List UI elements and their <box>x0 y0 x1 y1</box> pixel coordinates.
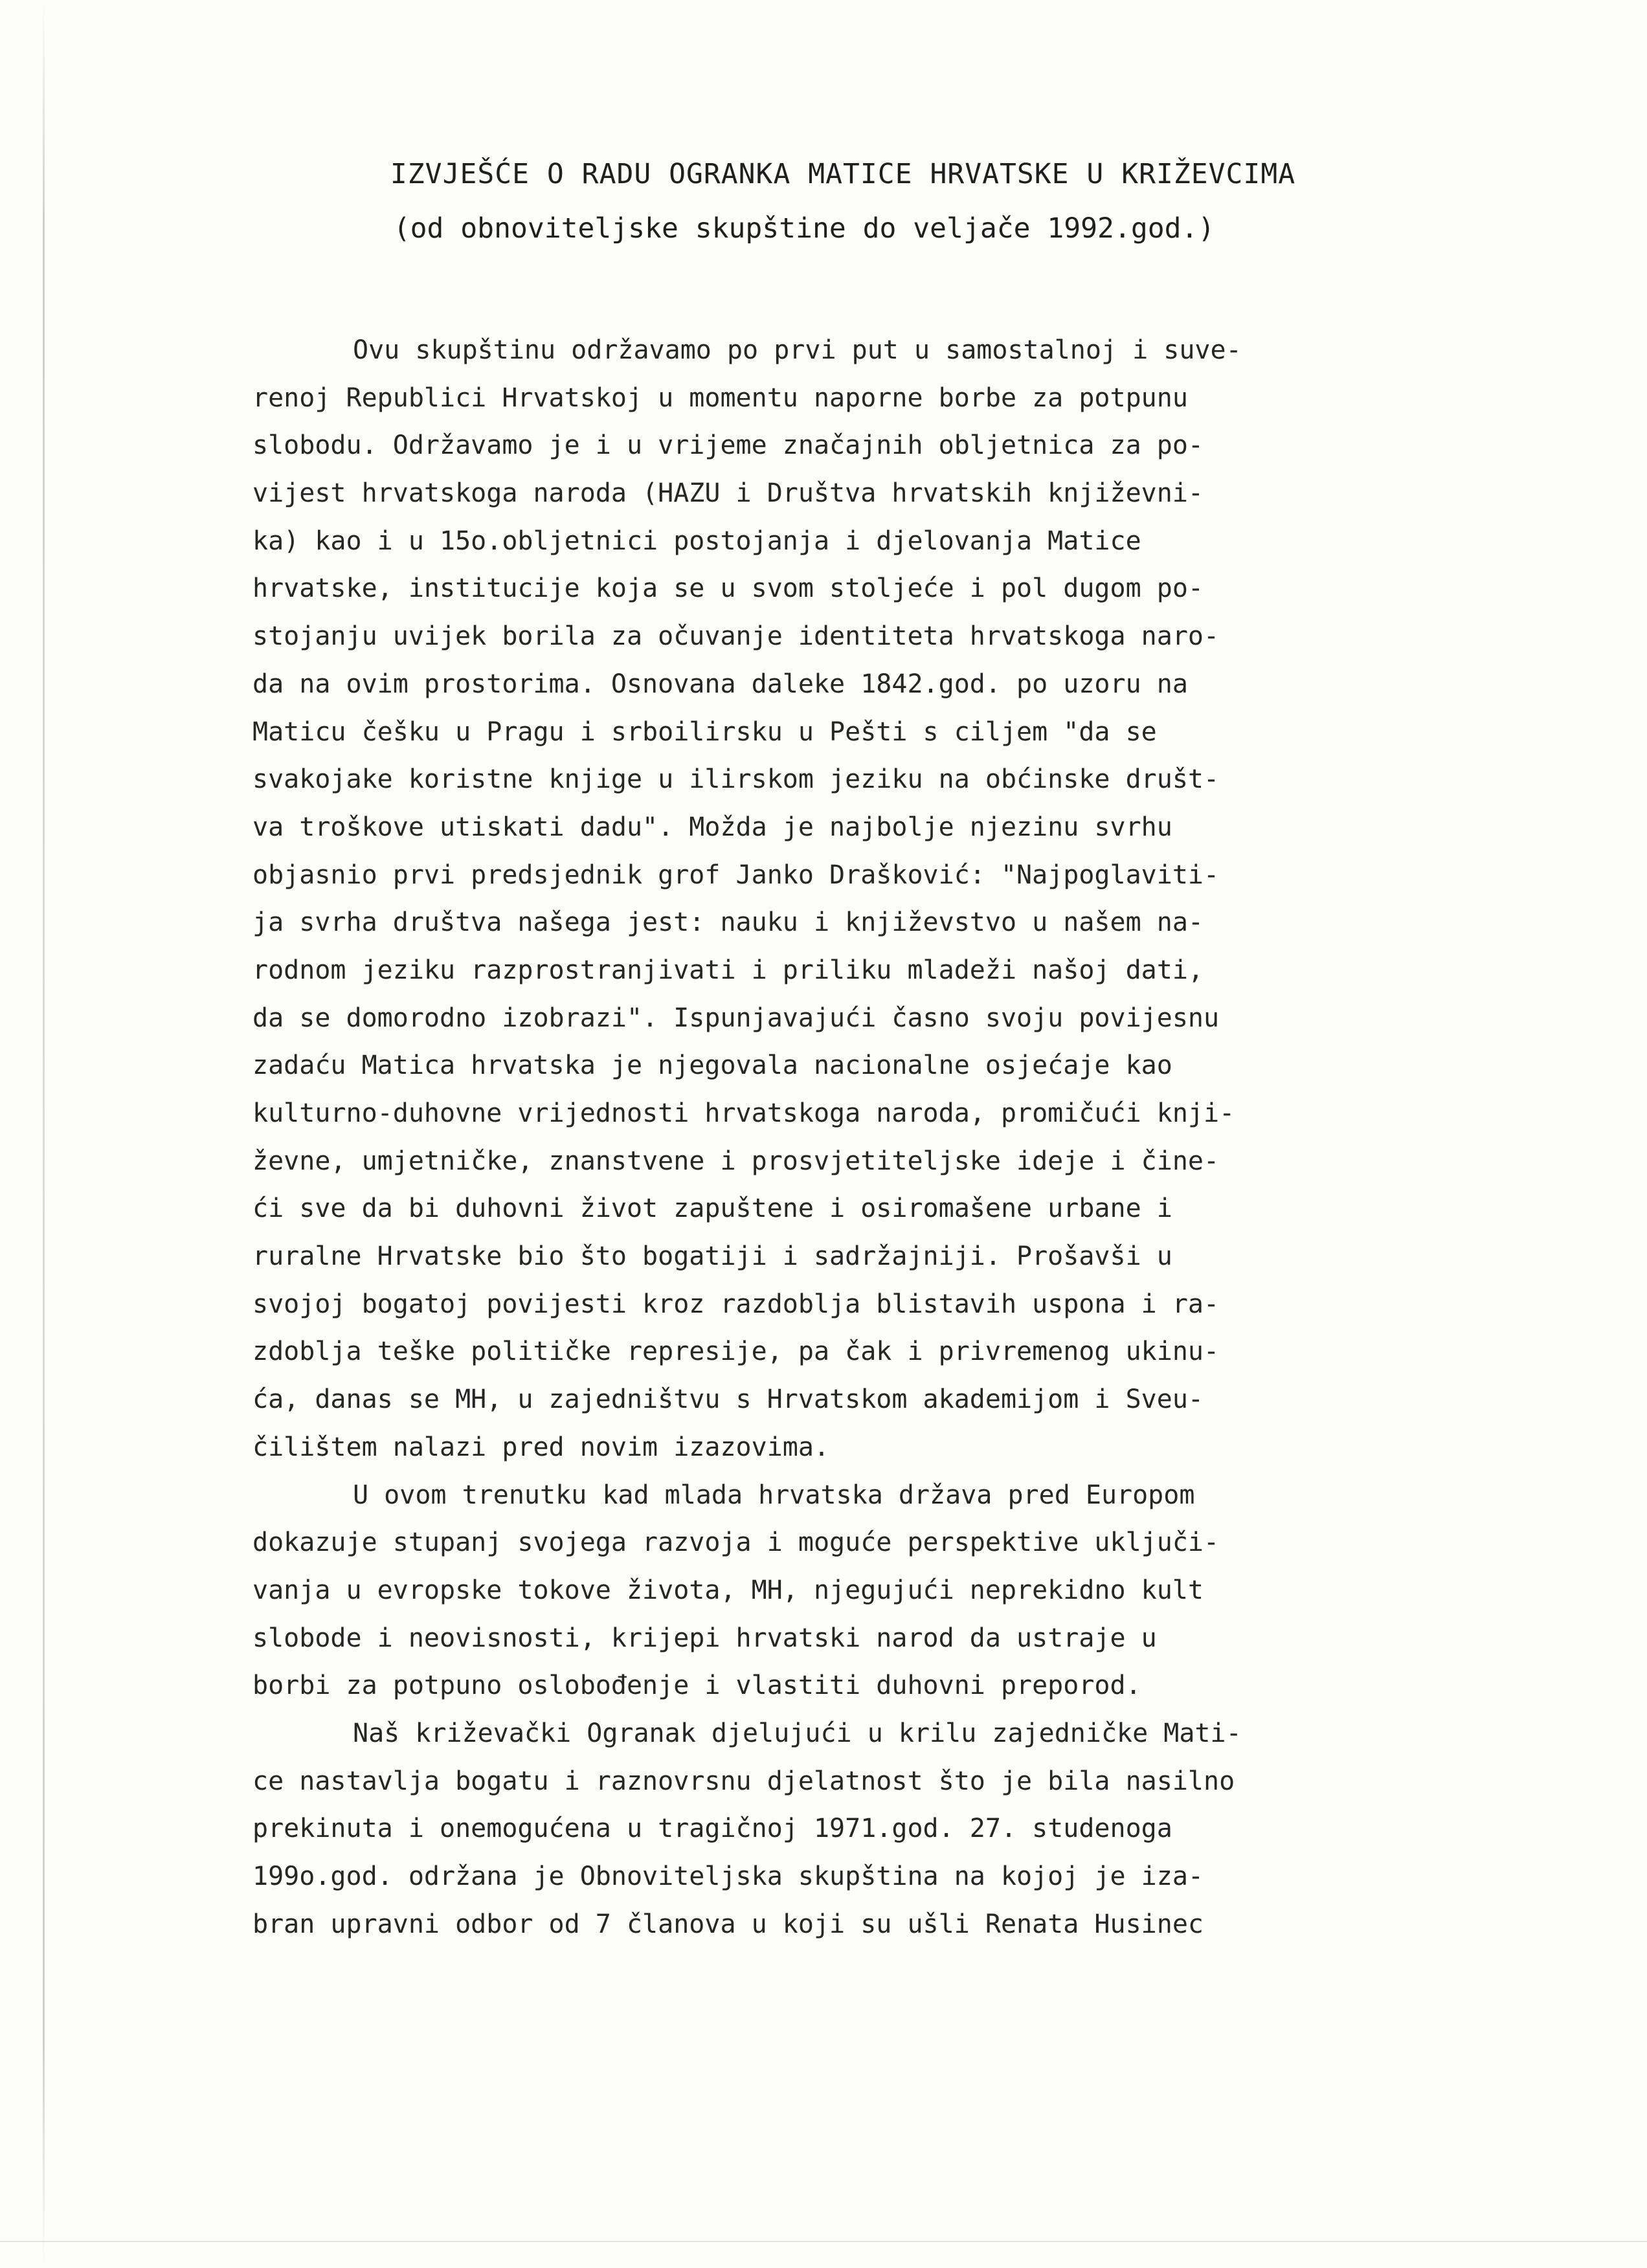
text-line: va troškove utiskati dadu". Možda je najbolje njezinu svrhu <box>252 812 1172 842</box>
text-line: rodnom jeziku razprostranjivati i priliku mladeži našoj dati, <box>252 955 1204 985</box>
document-body <box>252 327 1515 1948</box>
text-line: ći sve da bi duhovni život zapuštene i osiromašene urbane i <box>252 1194 1172 1224</box>
text-line: kulturno-duhovne vrijednosti hrvatskoga naroda, promičući knji- <box>252 1098 1235 1128</box>
text-line: prekinuta i onemogućena u tragičnoj 1971.god. 27. studenoga <box>252 1814 1172 1844</box>
text-line: dokazuje stupanj svojega razvoja i moguće perspektive uključi- <box>252 1528 1220 1558</box>
text-line: ja svrha društva našega jest: nauku i književstvo u našem na- <box>252 907 1204 938</box>
text-line: U ovom trenutku kad mlada hrvatska država pred Europom <box>353 1480 1195 1510</box>
text-line: svakojake koristne knjige u ilirskom jeziku na obćinske društ- <box>252 764 1220 795</box>
text-line: borbi za potpuno oslobođenje i vlastiti duhovni preporod. <box>252 1671 1141 1701</box>
text-line: zadaću Matica hrvatska je njegovala nacionalne osjećaje kao <box>252 1051 1172 1081</box>
text-line: zdoblja teške političke represije, pa čak i privremenog ukinu- <box>252 1337 1220 1367</box>
text-line: ce nastavlja bogatu i raznovrsnu djelatnost što je bila nasilno <box>252 1766 1235 1796</box>
page-left-edge <box>43 0 45 2268</box>
text-line: 199o.god. održana je Obnoviteljska skupština na kojoj je iza- <box>252 1862 1204 1891</box>
document-title: IZVJEŠĆE O RADU OGRANKA MATICE HRVATSKE U KRIŽEVCIMA <box>390 158 1296 190</box>
text-line: stojanju uvijek borila za očuvanje identiteta hrvatskoga naro- <box>252 621 1220 652</box>
text-line: čilištem nalazi pred novim izazovima. <box>252 1432 830 1462</box>
text-line: Maticu češku u Pragu i srboilirsku u Pešti s ciljem "da se <box>252 717 1157 747</box>
page-bottom-edge <box>0 2241 1647 2242</box>
text-line: slobode i neovisnosti, krijepi hrvatski narod da ustraje u <box>252 1623 1157 1653</box>
text-line: ća, danas se MH, u zajedništvu s Hrvatskom akademijom i Sveu- <box>252 1384 1204 1415</box>
text-line: slobodu. Održavamo je i u vrijeme značajnih obljetnica za po- <box>252 430 1204 461</box>
text-line: vanja u evropske tokove života, MH, njegujući neprekidno kult <box>252 1575 1204 1605</box>
text-line: da na ovim prostorima. Osnovana daleke 1842.god. po uzoru na <box>252 669 1188 699</box>
text-line: ževne, umjetničke, znanstvene i prosvjetiteljske ideje i čine- <box>252 1146 1220 1176</box>
text-line: bran upravni odbor od 7 članova u koji su ušli Renata Husinec <box>252 1909 1204 1939</box>
text-line: Ovu skupštinu održavamo po prvi put u samostalnoj i suve- <box>353 335 1242 365</box>
text-line: da se domorodno izobrazi". Ispunjavajući časno svoju povijesnu <box>252 1003 1220 1033</box>
text-line: svojoj bogatoj povijesti kroz razdoblja blistavih uspona i ra- <box>252 1289 1220 1319</box>
document-header <box>0 146 1647 254</box>
text-line: Naš križevački Ogranak djelujući u krilu zajedničke Mati- <box>353 1718 1242 1748</box>
text-line: renoj Republici Hrvatskoj u momentu naporne borbe za potpunu <box>252 383 1188 413</box>
text-line: ka) kao i u 15o.obljetnici postojanja i djelovanja Matice <box>252 526 1141 556</box>
text-line: hrvatske, institucije koja se u svom stoljeće i pol dugom po- <box>252 573 1204 604</box>
text-line: objasnio prvi predsjednik grof Janko Drašković: "Najpoglaviti- <box>252 860 1220 890</box>
document-subtitle: (od obnoviteljske skupštine do veljače 1992.god.) <box>393 212 1215 245</box>
text-line: vijest hrvatskoga naroda (HAZU i Društva hrvatskih književni- <box>252 478 1204 509</box>
text-line: ruralne Hrvatske bio što bogatiji i sadržajniji. Prošavši u <box>252 1241 1172 1272</box>
